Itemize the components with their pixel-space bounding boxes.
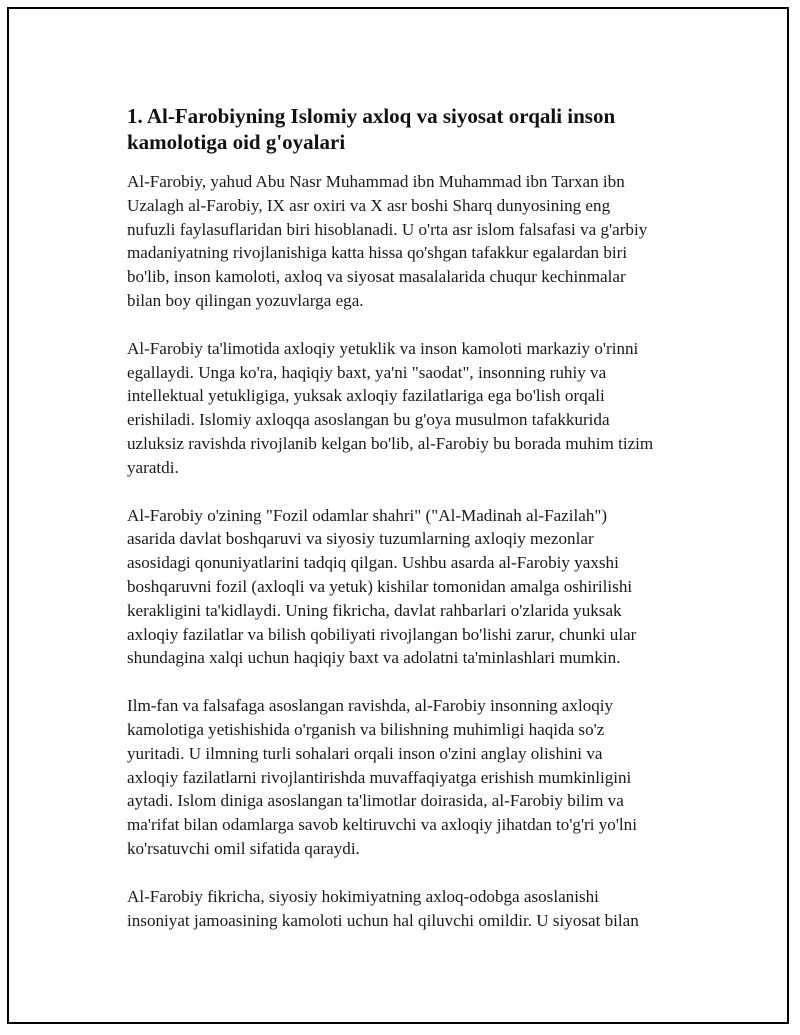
text-line: Uzalagh al-Farobiy, IX asr oxiri va X asr boshi Sharq dunyosining eng — [127, 195, 611, 215]
paragraph — [127, 337, 697, 480]
text-line: shundagina xalqi uchun haqiqiy baxt va adolatni ta'minlashlari mumkin. — [127, 648, 621, 668]
text-line: madaniyatning rivojlanishiga katta hissa qo'shgan tafakkur egalardan biri — [127, 243, 628, 263]
page-frame — [7, 7, 789, 1024]
text-line: intellektual yetukligiga, yuksak axloqiy fazilatlariga ega bo'lish orqali — [127, 386, 605, 406]
text-line: boshqaruvni fozil (axloqli va yetuk) kishilar tomonidan amalga oshirilishi — [127, 576, 633, 596]
text-line: uzluksiz ravishda rivojlanib kelgan bo'lib, al-Farobiy bu borada muhim tizim — [127, 433, 654, 453]
text-line: insoniyat jamoasining kamoloti uchun hal qiluvchi omildir. U siyosat bilan — [127, 910, 639, 930]
text-line: erishiladi. Islomiy axloqqa asoslangan bu g'oya musulmon tafakkurida — [127, 410, 610, 430]
text-line: ko'rsatuvchi omil sifatida qaraydi. — [127, 838, 360, 858]
text-line: Al-Farobiy fikricha, siyosiy hokimiyatning axloq-odobga asoslanishi — [127, 886, 599, 906]
heading-line: 1. Al-Farobiyning Islomiy axloq va siyosat orqali inson — [127, 104, 616, 128]
text-line: asarida davlat boshqaruvi va siyosiy tuzumlarning axloqiy mezonlar — [127, 529, 594, 549]
paragraph — [127, 885, 697, 933]
text-line: nufuzli faylasuflaridan biri hisoblanadi. U o'rta asr islom falsafasi va g'arbiy — [127, 219, 648, 239]
text-line: axloqiy fazilatlar va bilish qobiliyati rivojlangan bo'lishi zarur, chunki ular — [127, 624, 637, 644]
heading-line: kamolotiga oid g'oyalari — [127, 130, 346, 154]
text-line: yaratdi. — [127, 457, 179, 477]
text-line: Al-Farobiy, yahud Abu Nasr Muhammad ibn Muhammad ibn Tarxan ibn — [127, 172, 625, 191]
paragraph — [127, 694, 697, 861]
text-line: bilan boy qilingan yozuvlarga ega. — [127, 290, 364, 310]
text-line: Ilm-fan va falsafaga asoslangan ravishda, al-Farobiy insonning axloqiy — [127, 696, 614, 716]
paragraph — [127, 170, 697, 313]
paragraph — [127, 504, 697, 671]
text-line: asosidagi qonuniyatlarini tadqiq qilgan. Ushbu asarda al-Farobiy yaxshi — [127, 553, 619, 573]
text-line: egallaydi. Unga ko'ra, haqiqiy baxt, ya'ni "saodat", insonning ruhiy va — [127, 362, 607, 382]
document-body — [127, 103, 697, 956]
text-line: bo'lib, inson kamoloti, axloq va siyosat masalalarida chuqur kechinmalar — [127, 267, 626, 287]
text-line: Al-Farobiy o'zining "Fozil odamlar shahri" ("Al-Madinah al-Fazilah") — [127, 505, 608, 525]
section-heading — [127, 103, 697, 155]
text-line: ma'rifat bilan odamlarga savob keltiruvchi va axloqiy jihatdan to'g'ri yo'lni — [127, 815, 637, 835]
text-line: axloqiy fazilatlarni rivojlantirishda muvaffaqiyatga erishish mumkinligini — [127, 767, 632, 787]
text-line: Al-Farobiy ta'limotida axloqiy yetuklik va inson kamoloti markaziy o'rinni — [127, 338, 639, 358]
text-line: aytadi. Islom diniga asoslangan ta'limotlar doirasida, al-Farobiy bilim va — [127, 791, 624, 811]
text-line: yuritadi. U ilmning turli sohalari orqali inson o'zini anglay olishini va — [127, 743, 603, 763]
text-line: kerakligini ta'kidlaydi. Uning fikricha, davlat rahbarlari o'zlarida yuksak — [127, 600, 622, 620]
text-line: kamolotiga yetishishida o'rganish va bilishning muhimligi haqida so'z — [127, 719, 605, 739]
